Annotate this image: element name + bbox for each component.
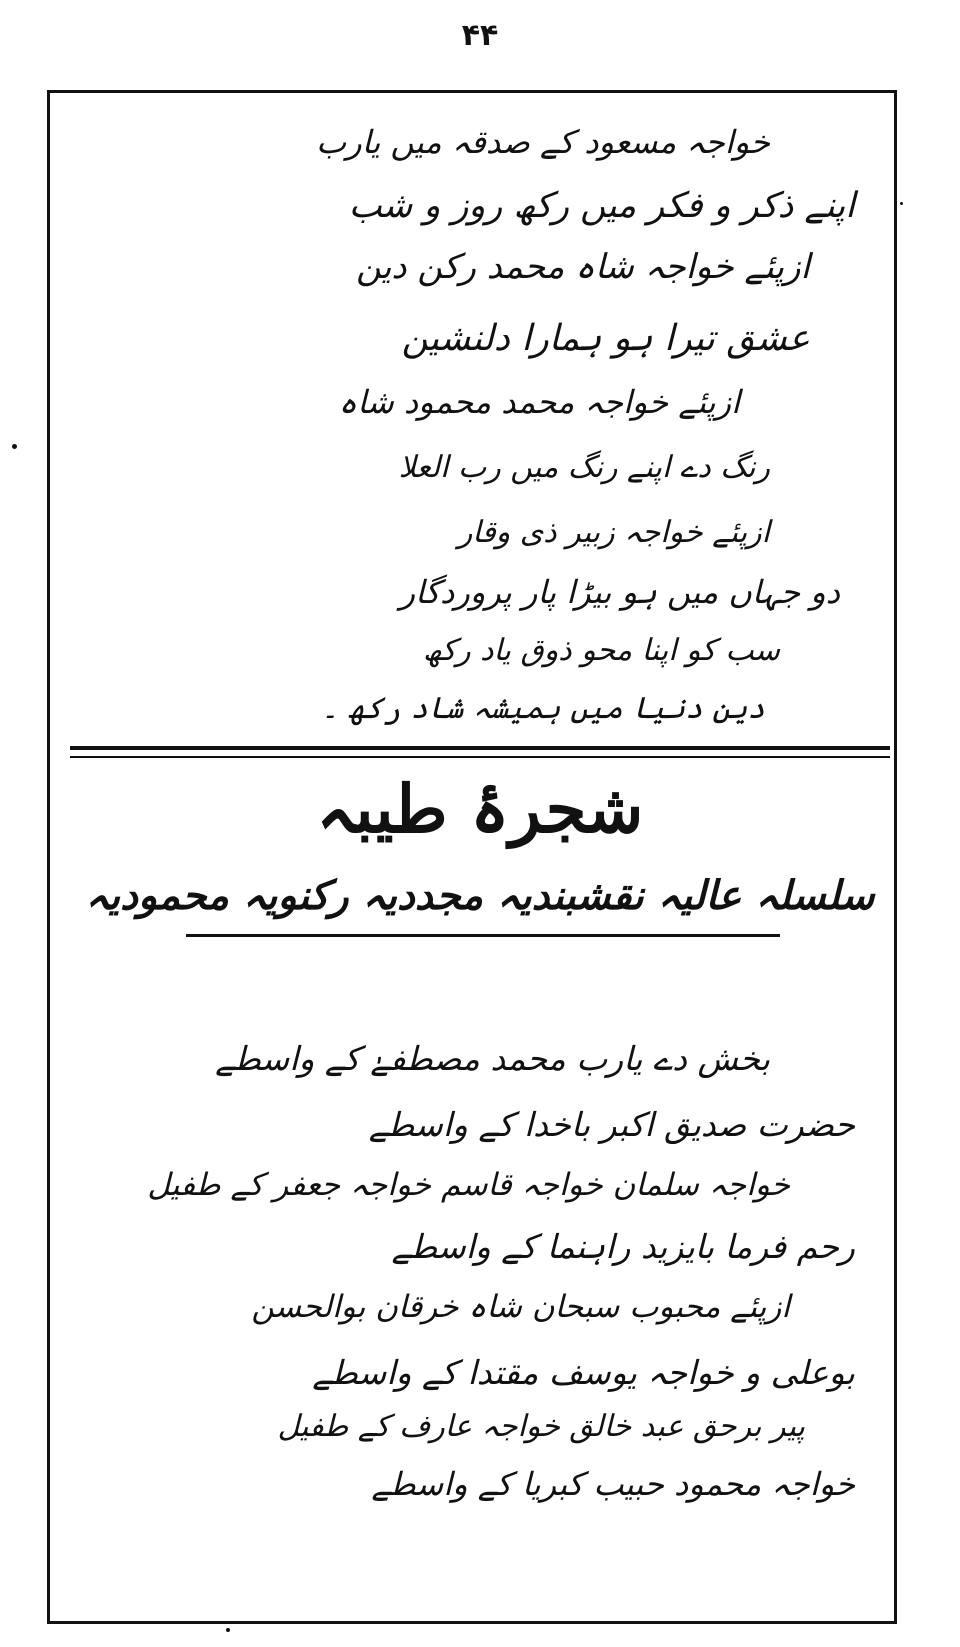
poem-top-line-4: عشق تیرا ہو ہمارا دلنشین: [401, 318, 810, 359]
poem-top-line-2: اپنے ذکر و فکر میں رکھ روز و شب: [348, 186, 855, 226]
poem-top-line-3: ازپئے خواجہ شاہ محمد رکن دین: [356, 247, 810, 287]
poem-bottom-line-3: خواجہ سلمان خواجہ قاسم خواجہ جعفر کے طفیل: [147, 1167, 790, 1203]
poem-top-line-10: دین دنیا میں ہمیشہ شاد رکھ ۔: [321, 691, 765, 726]
poem-bottom-line-5: ازپئے محبوب سبحان شاہ خرقان بوالحسن: [251, 1289, 790, 1325]
poem-top-line-1: خواجہ مسعود کے صدقہ میں یارب: [316, 123, 770, 161]
poem-bottom-line-6: بوعلی و خواجہ یوسف مقتدا کے واسطے: [312, 1353, 855, 1392]
poem-bottom-line-2: حضرت صدیق اکبر باخدا کے واسطے: [368, 1105, 855, 1144]
poem-bottom-line-8: خواجہ محمود حبیب کبریا کے واسطے: [371, 1465, 855, 1503]
poem-bottom-line-4: رحم فرما بایزید راہنما کے واسطے: [391, 1227, 855, 1266]
scan-speck: [900, 202, 903, 205]
poem-top-line-7: ازپئے خواجہ زبیر ذی وقار: [457, 515, 770, 550]
section-title: شجرۂ طیبہ: [316, 770, 644, 848]
scan-speck: [226, 1628, 230, 1632]
poem-bottom-line-1: بخش دے یارب محمد مصطفےٰ کے واسطے: [215, 1039, 770, 1078]
poem-bottom-line-7: پیر برحق عبد خالق خواجہ عارف کے طفیل: [277, 1409, 805, 1444]
poem-top-line-5: ازپئے خواجہ محمد محمود شاہ: [338, 383, 740, 421]
poem-top-line-8: دو جہاں میں ہو بیڑا پار پروردگار: [399, 573, 840, 611]
poem-top-line-9: سب کو اپنا محو ذوق یاد رکھ: [422, 633, 780, 668]
section-divider-thin: [70, 756, 890, 758]
poem-top-line-6: رنگ دے اپنے رنگ میں رب العلا: [398, 450, 770, 485]
scan-speck: [12, 444, 17, 449]
page-number: ۴۴: [461, 18, 499, 53]
subtitle-underline: [186, 934, 780, 937]
section-subtitle: سلسلہ عالیہ نقشبندیہ مجددیہ رکنویہ محمودیہ: [85, 872, 875, 919]
section-divider-thick: [70, 746, 890, 750]
